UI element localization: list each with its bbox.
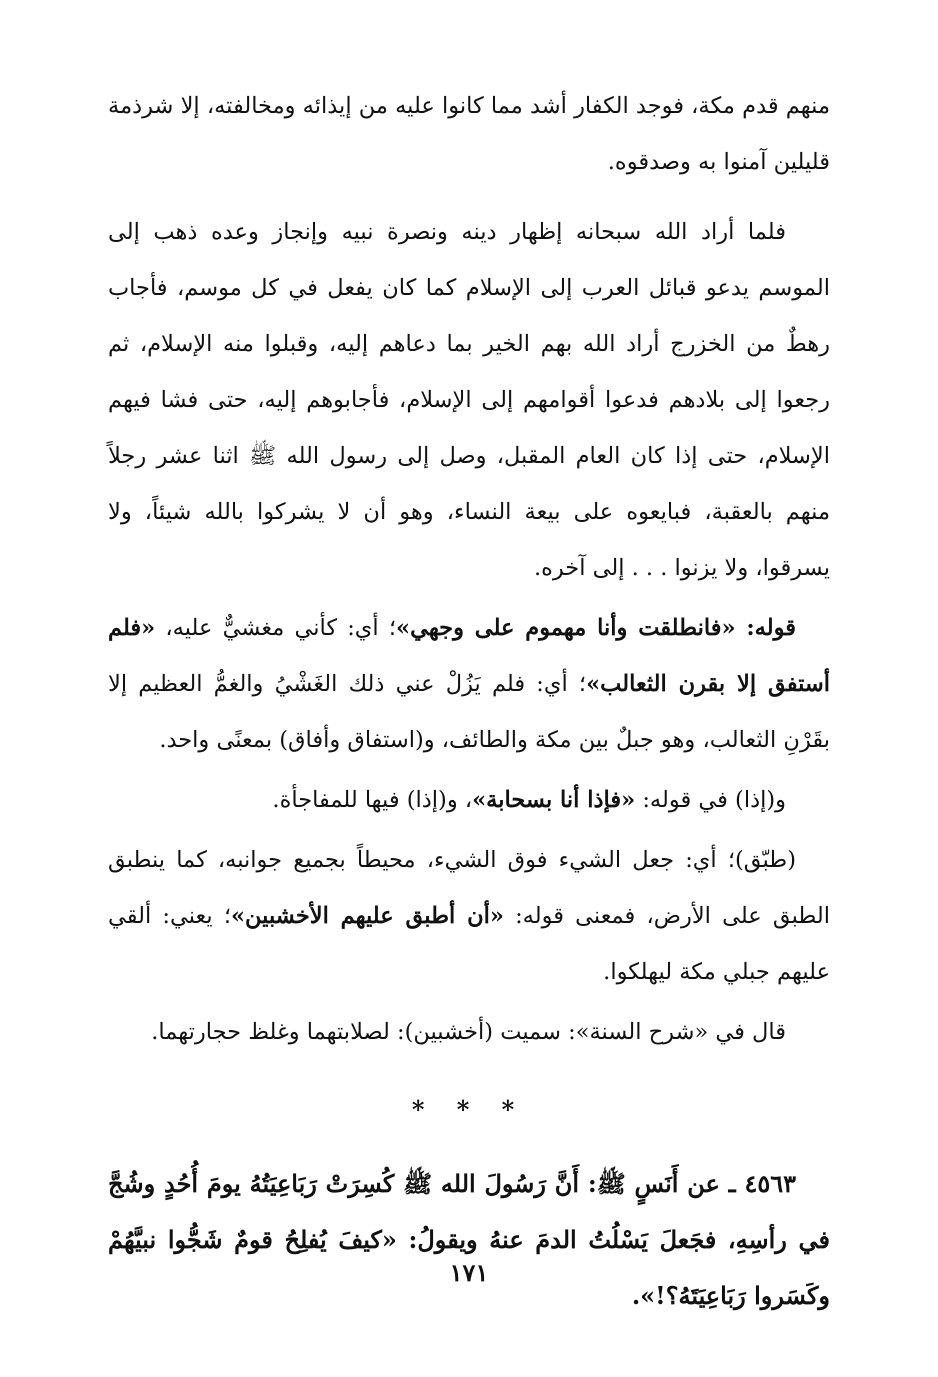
- paragraph-commentary-qarn: [108, 600, 830, 768]
- paragraph-commentary-idha: [108, 772, 830, 828]
- quoted-text: «فإذا أنا بسحابة»: [472, 787, 636, 813]
- paragraph-sharh-sunnah: [108, 1004, 830, 1060]
- page-number: ١٧١: [449, 1258, 489, 1287]
- paragraph-text: ، و(إذا) فيها للمفاجأة.: [272, 787, 473, 813]
- paragraph-text: ؛ أي: كأني مغشيٌّ عليه،: [155, 615, 396, 641]
- paragraph-text: منهم قدم مكة، فوجد الكفار أشد مما كانوا عليه من إيذائه ومخالفته، إلا شرذمة قليلين آمنوا به وصدقوه.: [108, 93, 830, 175]
- paragraph-text: ؛ أي: فلم يَزُلْ عني ذلك الغَشْيُ والغمُّ العظيم إلا بقَرْنِ الثعالب، وهو جبلٌ بين مكة والطائف، و(استفاق وأفاق) بمعنًى واحد.: [108, 671, 830, 753]
- hadith-text: ٤٥٦٣ ـ عن أَنَسٍ ﷺ: أَنَّ رَسُولَ الله ﷺ كُسِرَتْ رَبَاعِيَتُهُ يومَ أُحُدٍ وشُجَّ في رأسِهِ، فجَعلَ يَسْلُتُ الدمَ عنهُ ويقولُ: «كيفَ يُفلِحُ قومٌ شَجُّوا نبيَّهُمْ وكَسَروا رَبَاعِيَتَهُ؟!».: [108, 1169, 830, 1310]
- quoted-text: «فانطلقت وأنا مهموم على وجهي»: [396, 615, 736, 641]
- page-body: [108, 78, 830, 1324]
- paragraph-continuation: [108, 78, 830, 190]
- quoted-text: «أن أطبق عليهم الأخشبين»: [230, 903, 504, 929]
- paragraph-text: قال في «شرح السنة»: سميت (أخشبين): لصلابتهما وغلظ حجارتهما.: [151, 1019, 786, 1045]
- paragraph-text: و(إذا) في قوله:: [635, 787, 786, 813]
- hadith-4563: [108, 1156, 830, 1324]
- quoted-text: «فلم أستفق إلا بقرن الثعالب»: [108, 615, 831, 697]
- paragraph-text: ؛ يعني: ألقي عليهم جبلي مكة ليهلكوا.: [108, 903, 830, 985]
- paragraph-commentary-tabbaq: [108, 832, 830, 1000]
- paragraph-text: فلما أراد الله سبحانه إظهار دينه ونصرة نبيه وإنجاز وعده ذهب إلى الموسم يدعو قبائل العرب إلى الإسلام كما كان يفعل في كل موسم، فأجاب رهطٌ من الخزرج أراد الله بهم الخير بما دعاهم إليه، وقبلوا منه الإسلام، ثم رجعوا إلى بلادهم فدعوا أقوامهم إلى الإسلام، فأجابوهم إليه، حتى فشا فيهم الإسلام، حتى إذا كان العام المقبل، وصل إلى رسول الله ﷺ اثنا عشر رجلاً منهم بالعقبة، فبايعوه على بيعة النساء، وهو أن لا يشركوا بالله شيئاً، ولا يسرقوا، ولا يزنوا . . . إلى آخره.: [108, 219, 830, 581]
- section-separator: * * *: [411, 1095, 527, 1124]
- paragraph-aqaba-pledge: [108, 204, 830, 596]
- paragraph-text: قوله:: [735, 615, 796, 641]
- paragraph-text: (طبّق)؛ أي: جعل الشيء فوق الشيء، محيطاً بجميع جوانبه، كما ينطبق الطبق على الأرض، فمعنى قوله:: [108, 847, 830, 929]
